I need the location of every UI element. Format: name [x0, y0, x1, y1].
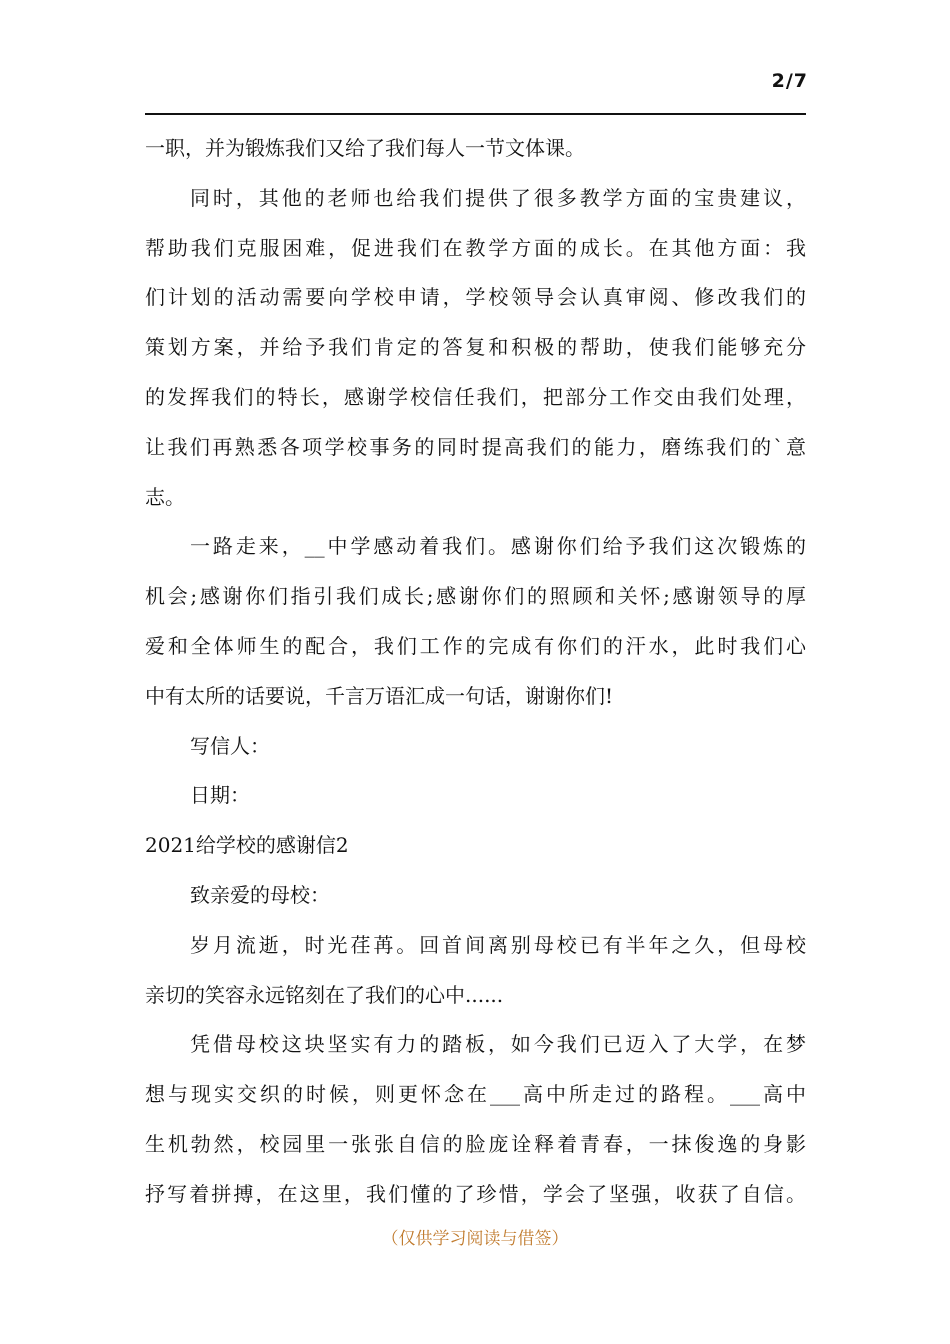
text-line: 想与现实交织的时候，则更怀念在___高中所走过的路程。___高中: [145, 1082, 806, 1107]
section-title: 2021给学校的感谢信2: [145, 833, 349, 858]
text-line: 们计划的活动需要向学校申请，学校领导会认真审阅、修改我们的: [145, 285, 806, 310]
text-line: 同时，其他的老师也给我们提供了很多教学方面的宝贵建议，: [190, 185, 806, 210]
text-line: 的发挥我们的特长，感谢学校信任我们，把部分工作交由我们处理，: [145, 384, 806, 409]
footer-note: （仅供学习阅读与借签）: [381, 1229, 569, 1249]
text-line: 让我们再熟悉各项学校事务的同时提高我们的能力，磨练我们的`意: [145, 434, 806, 459]
document-body: [145, 124, 806, 1220]
text-line: 亲切的笑容永远铭刻在了我们的心中......: [145, 982, 504, 1007]
page-number: 2/7: [771, 70, 808, 92]
salutation: 致亲爱的母校：: [190, 882, 330, 907]
text-line: 策划方案，并给予我们肯定的答复和积极的帮助，使我们能够充分: [145, 335, 806, 360]
text-line: 生机勃然，校园里一张张自信的脸庞诠释着青春，一抹俊逸的身影: [145, 1131, 806, 1156]
text-line: 机会;感谢你们指引我们成长;感谢你们的照顾和关怀;感谢领导的厚: [145, 584, 806, 609]
text-line: 一职，并为锻炼我们又给了我们每人一节文体课。: [145, 136, 585, 160]
text-line: 帮助我们克服困难，促进我们在教学方面的成长。在其他方面：我: [145, 235, 806, 260]
date-label: 日期：: [190, 783, 250, 808]
signature-label: 写信人：: [190, 733, 270, 758]
header-rule: [145, 113, 806, 115]
text-line: 抒写着拼搏，在这里，我们懂的了珍惜，学会了坚强，收获了自信。: [145, 1181, 806, 1206]
text-line: 岁月流逝，时光荏苒。回首间离别母校已有半年之久，但母校: [190, 932, 806, 957]
text-line: 中有太所的话要说，千言万语汇成一句话，谢谢你们!: [145, 683, 614, 708]
text-line: 凭借母校这块坚实有力的踏板，如今我们已迈入了大学，在梦: [190, 1032, 806, 1057]
text-line: 志。: [145, 484, 185, 509]
text-line: 一路走来，__中学感动着我们。感谢你们给予我们这次锻炼的: [190, 534, 806, 559]
text-line: 爱和全体师生的配合，我们工作的完成有你们的汗水，此时我们心: [145, 633, 806, 658]
